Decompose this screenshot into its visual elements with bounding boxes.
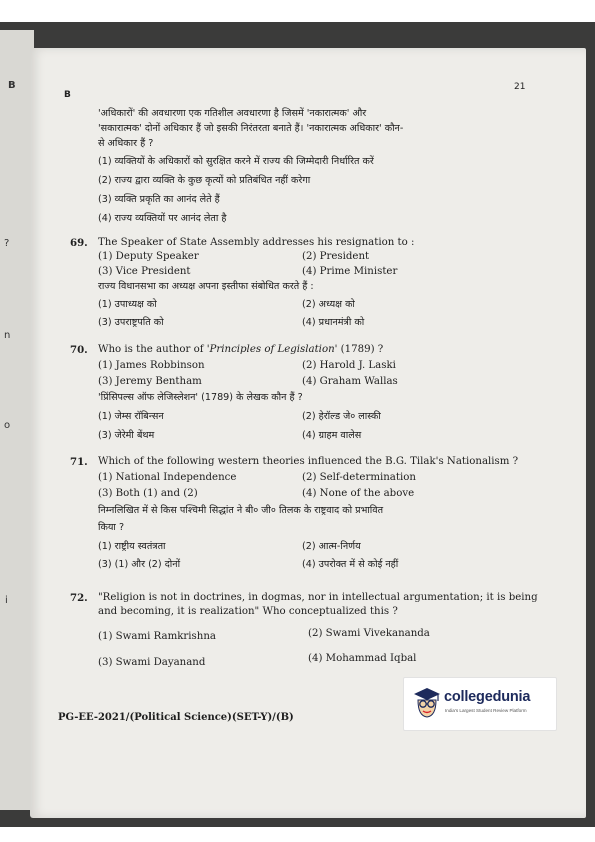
- q70-question-pre: Who is the author of ': [98, 344, 210, 355]
- edge-mark-q: ?: [4, 238, 10, 249]
- q72-option-2: (2) Swami Vivekananda: [308, 628, 430, 639]
- q71-option-1: (1) National Independence: [98, 472, 237, 483]
- q72-option-1: (1) Swami Ramkrishna: [98, 631, 216, 642]
- q71-option-2: (2) Self-determination: [302, 472, 416, 483]
- q67-hindi-option-4: (4) राज्य व्यक्तियों पर आनंद लेता है: [98, 213, 227, 224]
- q70-book-title: Principles of Legislation: [209, 344, 335, 355]
- q71-hindi-option-3: (3) (1) और (2) दोनों: [98, 559, 181, 570]
- q69-option-2: (2) President: [302, 251, 370, 262]
- q71-option-4: (4) None of the above: [302, 488, 415, 499]
- q71-hindi-question-1: निम्नलिखित में से किस पश्चिमी सिद्धांत ने बी० जी० तिलक के राष्ट्रवाद को प्रभावित: [98, 505, 384, 516]
- edge-mark-i: i: [5, 595, 8, 606]
- q71-hindi-question-2: किया ?: [98, 522, 125, 533]
- q69-number: 69.: [70, 237, 88, 249]
- q69-hindi-option-4: (4) प्रधानमंत्री को: [302, 317, 365, 328]
- q69-hindi-option-2: (2) अध्यक्ष को: [302, 299, 355, 310]
- q72-question-line2: and becoming, it is realization" Who conceptualized this ?: [98, 606, 398, 617]
- q70-hindi-option-4: (4) ग्राहम वालेस: [302, 430, 362, 441]
- q70-hindi-question: 'प्रिंसिपल्स ऑफ लेजिस्लेशन' (1789) के लेखक कौन हैं ?: [98, 392, 303, 403]
- collegedunia-logo: [403, 677, 557, 731]
- q72-option-3: (3) Swami Dayanand: [98, 657, 206, 668]
- q69-option-1: (1) Deputy Speaker: [98, 251, 199, 262]
- edge-mark-b: B: [8, 80, 16, 91]
- q67-hindi-line1: 'अधिकारों' की अवधारणा एक गतिशील अवधारणा है जिसमें 'नकारात्मक' और: [98, 108, 367, 119]
- q71-hindi-option-2: (2) आत्म-निर्णय: [302, 541, 361, 552]
- q67-hindi-line3: से अधिकार हैं ?: [98, 138, 154, 149]
- q71-hindi-option-1: (1) राष्ट्रीय स्वतंत्रता: [98, 541, 166, 552]
- q71-number: 71.: [70, 456, 88, 468]
- q70-hindi-option-2: (2) हेरॉल्ड जे० लास्की: [302, 411, 381, 422]
- q70-hindi-option-1: (1) जेम्स रॉबिन्सन: [98, 411, 164, 422]
- q71-hindi-option-4: (4) उपरोक्त में से कोई नहीं: [302, 559, 399, 570]
- q67-hindi-option-2: (2) राज्य द्वारा व्यक्ति के कुछ कृत्यों को प्रतिबंधित नहीं करेगा: [98, 175, 311, 186]
- q72-question-line1: "Religion is not in doctrines, in dogmas, nor in intellectual argumentation; it is being: [98, 592, 538, 603]
- q69-hindi-question: राज्य विधानसभा का अध्यक्ष अपना इस्तीफा संबोधित करते हैं :: [98, 281, 314, 292]
- graduate-face-icon: [413, 687, 441, 719]
- q67-hindi-option-1: (1) व्यक्तियों के अधिकारों को सुरक्षित करने में राज्य की जिम्मेदारी निर्धारित करें: [98, 156, 374, 167]
- q70-number: 70.: [70, 344, 88, 356]
- edge-mark-n: n: [4, 330, 11, 341]
- q69-option-3: (3) Vice President: [98, 266, 191, 277]
- q71-question: Which of the following western theories influenced the B.G. Tilak's Nationalism ?: [98, 456, 519, 467]
- q72-number: 72.: [70, 592, 88, 604]
- q69-option-4: (4) Prime Minister: [302, 266, 398, 277]
- q70-option-2: (2) Harold J. Laski: [302, 360, 396, 371]
- logo-tagline: India's Largest Student Review Platform: [445, 708, 527, 713]
- q70-option-3: (3) Jeremy Bentham: [98, 376, 202, 387]
- q70-option-4: (4) Graham Wallas: [302, 376, 398, 387]
- logo-wordmark: collegedunia: [444, 689, 531, 705]
- q70-option-1: (1) James Robbinson: [98, 360, 205, 371]
- edge-mark-o: o: [4, 420, 11, 431]
- q71-option-3: (3) Both (1) and (2): [98, 488, 198, 499]
- q70-hindi-option-3: (3) जेरेमी बेंथम: [98, 430, 155, 441]
- q69-hindi-option-1: (1) उपाध्यक्ष को: [98, 299, 157, 310]
- page-number: 21: [514, 82, 526, 92]
- q67-hindi-option-3: (3) व्यक्ति प्रकृति का आनंद लेते हैं: [98, 194, 220, 205]
- q69-hindi-option-3: (3) उपराष्ट्रपति को: [98, 317, 164, 328]
- q72-option-4: (4) Mohammad Iqbal: [308, 653, 417, 664]
- q70-question: [98, 344, 383, 356]
- q69-question: The Speaker of State Assembly addresses his resignation to :: [98, 237, 415, 248]
- q70-question-post: ' (1789) ?: [334, 344, 384, 355]
- paper-code: PG-EE-2021/(Political Science)(SET-Y)/(B): [58, 712, 294, 723]
- set-letter: B: [64, 90, 71, 100]
- previous-page-edge: [0, 30, 34, 810]
- q67-hindi-line2: 'सकारात्मक' दोनों अधिकार हैं जो इसकी निरंतरता बनाते हैं। 'नकारात्मक अधिकार' कौन-: [98, 123, 404, 134]
